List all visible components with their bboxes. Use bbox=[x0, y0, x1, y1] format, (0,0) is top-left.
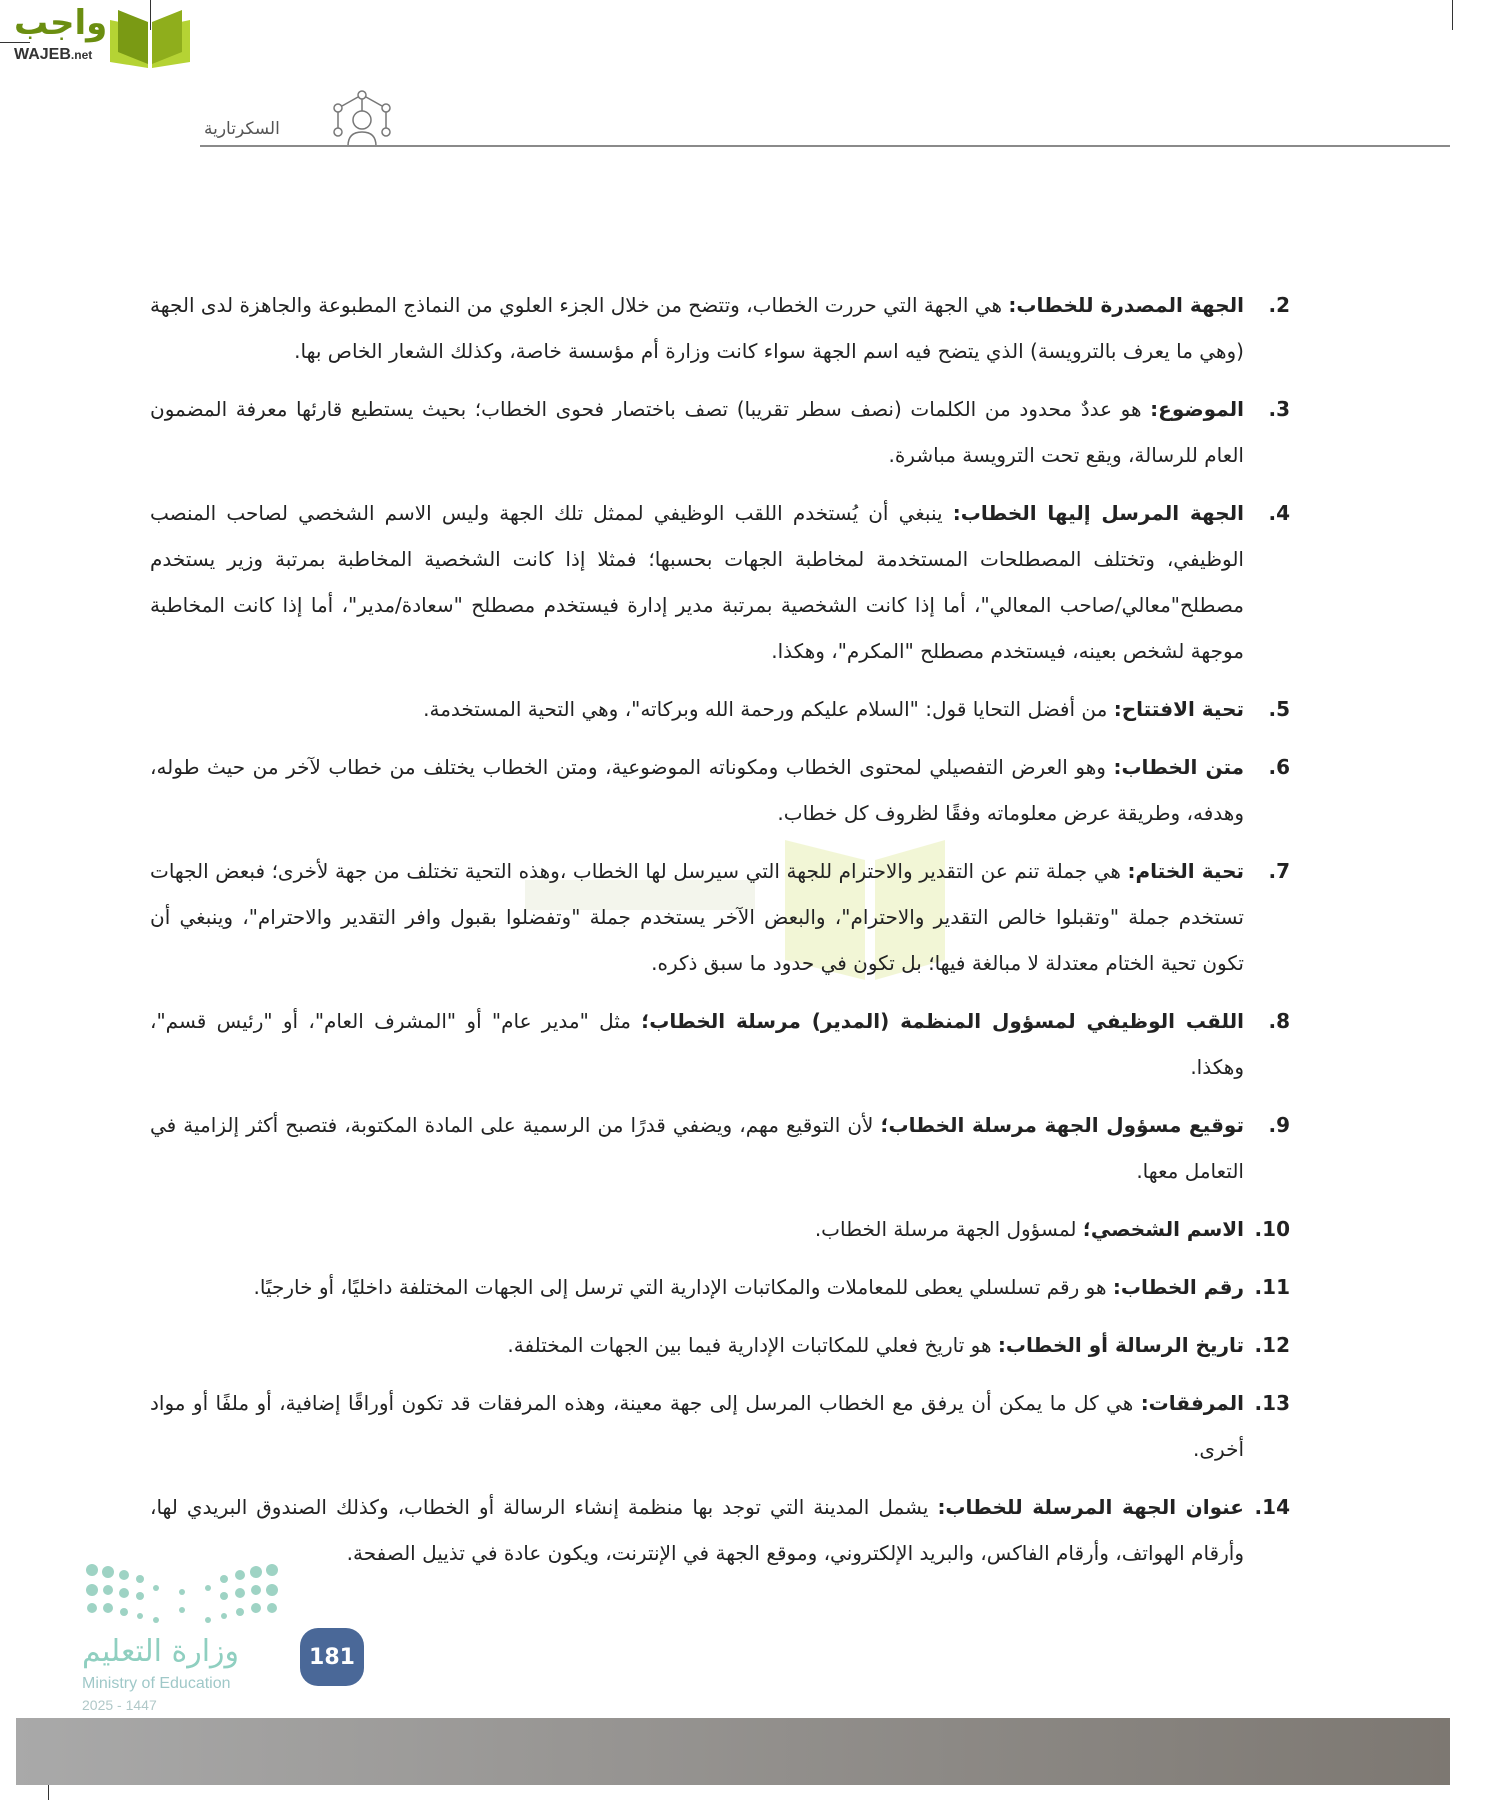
item-text: هو تاريخ فعلي للمكاتبات الإدارية فيما بين الجهات المختلفة. bbox=[507, 1333, 998, 1357]
item-term: المرفقات: bbox=[1140, 1391, 1244, 1415]
list-item bbox=[150, 490, 1290, 674]
header-divider bbox=[200, 145, 1450, 147]
ministry-dots-logo bbox=[82, 1562, 282, 1628]
list-item bbox=[150, 744, 1290, 836]
item-text: هي الجهة التي حررت الخطاب، وتتضح من خلال الجزء العلوي من النماذج المطبوعة والجاهزة لدى الجهة (وهي ما يعرف بالترويسة) الذي يتضح فيه اسم الجهة سواء كانت وزارة أم مؤسسة خاصة، وكذلك الشعار الخاص بها. bbox=[150, 293, 1244, 363]
item-term: رقم الخطاب: bbox=[1112, 1275, 1244, 1299]
item-term: تحية الافتتاح: bbox=[1113, 697, 1244, 721]
list-item bbox=[150, 686, 1290, 732]
list-item bbox=[150, 1484, 1290, 1576]
chapter-title: السكرتارية bbox=[204, 119, 280, 139]
item-number: 11. bbox=[1254, 1275, 1290, 1299]
logo-arabic: واجب bbox=[14, 3, 108, 43]
item-text: لمسؤول الجهة مرسلة الخطاب. bbox=[814, 1217, 1083, 1241]
footer-bar bbox=[16, 1718, 1450, 1785]
item-term: الموضوع: bbox=[1150, 397, 1244, 421]
item-term: الجهة المرسل إليها الخطاب: bbox=[952, 501, 1244, 525]
list-item bbox=[150, 1102, 1290, 1194]
item-term: تحية الختام: bbox=[1127, 859, 1244, 883]
item-number: 4. bbox=[1268, 501, 1290, 525]
item-number: 3. bbox=[1268, 397, 1290, 421]
item-text: هو عددٌ محدود من الكلمات (نصف سطر تقريبا) تصف باختصار فحوى الخطاب؛ بحيث يستطيع قارئها معرفة المضمون العام للرسالة، ويقع تحت الترويسة مباشرة. bbox=[150, 397, 1244, 467]
item-term: الجهة المصدرة للخطاب: bbox=[1008, 293, 1244, 317]
item-term: اللقب الوظيفي لمسؤول المنظمة (المدير) مرسلة الخطاب؛ bbox=[641, 1009, 1245, 1033]
item-term: الاسم الشخصي؛ bbox=[1082, 1217, 1244, 1241]
list-item bbox=[150, 1380, 1290, 1472]
item-text: لأن التوقيع مهم، ويضفي قدرًا من الرسمية على المادة المكتوبة، فتصبح أكثر إلزامية في التعامل معها. bbox=[150, 1113, 1244, 1183]
item-text: وهو العرض التفصيلي لمحتوى الخطاب ومكوناته الموضوعية، ومتن الخطاب يختلف من خطاب لآخر من حيث طوله، وهدفه، وطريقة عرض معلوماته وفقًا لظروف كل خطاب. bbox=[150, 755, 1244, 825]
item-text: ينبغي أن يُستخدم اللقب الوظيفي لممثل تلك الجهة وليس الاسم الشخصي لصاحب المنصب الوظيفي، وتختلف المصطلحات المستخدمة لمخاطبة الجهات بحسبها؛ فمثلا إذا كانت الشخصية المخاطبة بمرتبة وزير يستخدم مصطلح"معالي/صاحب المعالي"، أما إذا كانت الشخصية بمرتبة مدير إدارة فيستخدم مصطلح "سعادة/مدير"، أما إذا كانت المخاطبة موجهة لشخص بعينه، فيستخدم مصطلح "المكرم"، وهكذا. bbox=[150, 501, 1244, 663]
list-item bbox=[150, 1264, 1290, 1310]
page-number-badge: 181 bbox=[300, 1628, 364, 1686]
item-number: 14. bbox=[1254, 1495, 1290, 1519]
item-text: هي كل ما يمكن أن يرفق مع الخطاب المرسل إلى جهة معينة، وهذه المرفقات قد تكون أوراقًا إضافية، أو ملفًا أو مواد أخرى. bbox=[150, 1391, 1244, 1461]
item-text: من أفضل التحايا قول: "السلام عليكم ورحمة الله وبركاته"، وهي التحية المستخدمة. bbox=[423, 697, 1114, 721]
item-number: 13. bbox=[1254, 1391, 1290, 1415]
list-item bbox=[150, 386, 1290, 478]
network-person-icon bbox=[332, 90, 392, 148]
list-item bbox=[150, 282, 1290, 374]
item-term: تاريخ الرسالة أو الخطاب: bbox=[997, 1333, 1244, 1357]
item-text: يشمل المدينة التي توجد بها منظمة إنشاء الرسالة أو الخطاب، وكذلك الصندوق البريدي لها، وأرقام الهواتف، وأرقام الفاكس، والبريد الإلكتروني، وموقع الجهة في الإنترنت، ويكون عادة في تذييل الصفحة. bbox=[150, 1495, 1244, 1565]
crop-mark bbox=[1452, 0, 1453, 30]
item-number: 9. bbox=[1268, 1113, 1290, 1137]
item-text: مثل "مدير عام" أو "المشرف العام"، أو "رئيس قسم"، وهكذا. bbox=[150, 1009, 1244, 1079]
item-number: 7. bbox=[1268, 859, 1290, 883]
ministry-year: 2025 - 1447 bbox=[82, 1697, 157, 1713]
list-item bbox=[150, 848, 1290, 986]
list-item bbox=[150, 1322, 1290, 1368]
item-number: 10. bbox=[1254, 1217, 1290, 1241]
wajeb-logo[interactable] bbox=[8, 4, 193, 68]
item-number: 8. bbox=[1268, 1009, 1290, 1033]
list-item bbox=[150, 1206, 1290, 1252]
item-term: توقيع مسؤول الجهة مرسلة الخطاب؛ bbox=[880, 1113, 1244, 1137]
item-number: 6. bbox=[1268, 755, 1290, 779]
item-text: هي جملة تنم عن التقدير والاحترام للجهة التي سيرسل لها الخطاب ،وهذه التحية تختلف من جهة لأخرى؛ فبعض الجهات تستخدم جملة "وتقبلوا خالص التقدير والاحترام"، والبعض الآخر يستخدم جملة "وتفضلوا بقبول وافر التقدير والاحترام"، وينبغي أن تكون تحية الختام معتدلة لا مبالغة فيها؛ بل تكون في حدود ما سبق ذكره. bbox=[150, 859, 1244, 975]
ministry-arabic: وزارة التعليم bbox=[82, 1634, 240, 1669]
definitions-list bbox=[150, 282, 1290, 1588]
book-icon bbox=[108, 6, 192, 68]
item-text: هو رقم تسلسلي يعطى للمعاملات والمكاتبات الإدارية التي ترسل إلى الجهات المختلفة داخليًا، أو خارجيًا. bbox=[253, 1275, 1113, 1299]
item-number: 2. bbox=[1268, 293, 1290, 317]
ministry-english: Ministry of Education bbox=[82, 1675, 231, 1692]
item-term: عنوان الجهة المرسلة للخطاب: bbox=[937, 1495, 1244, 1519]
item-term: متن الخطاب: bbox=[1113, 755, 1244, 779]
item-number: 12. bbox=[1254, 1333, 1290, 1357]
list-item bbox=[150, 998, 1290, 1090]
logo-english: WAJEB.net bbox=[14, 46, 93, 63]
item-number: 5. bbox=[1268, 697, 1290, 721]
